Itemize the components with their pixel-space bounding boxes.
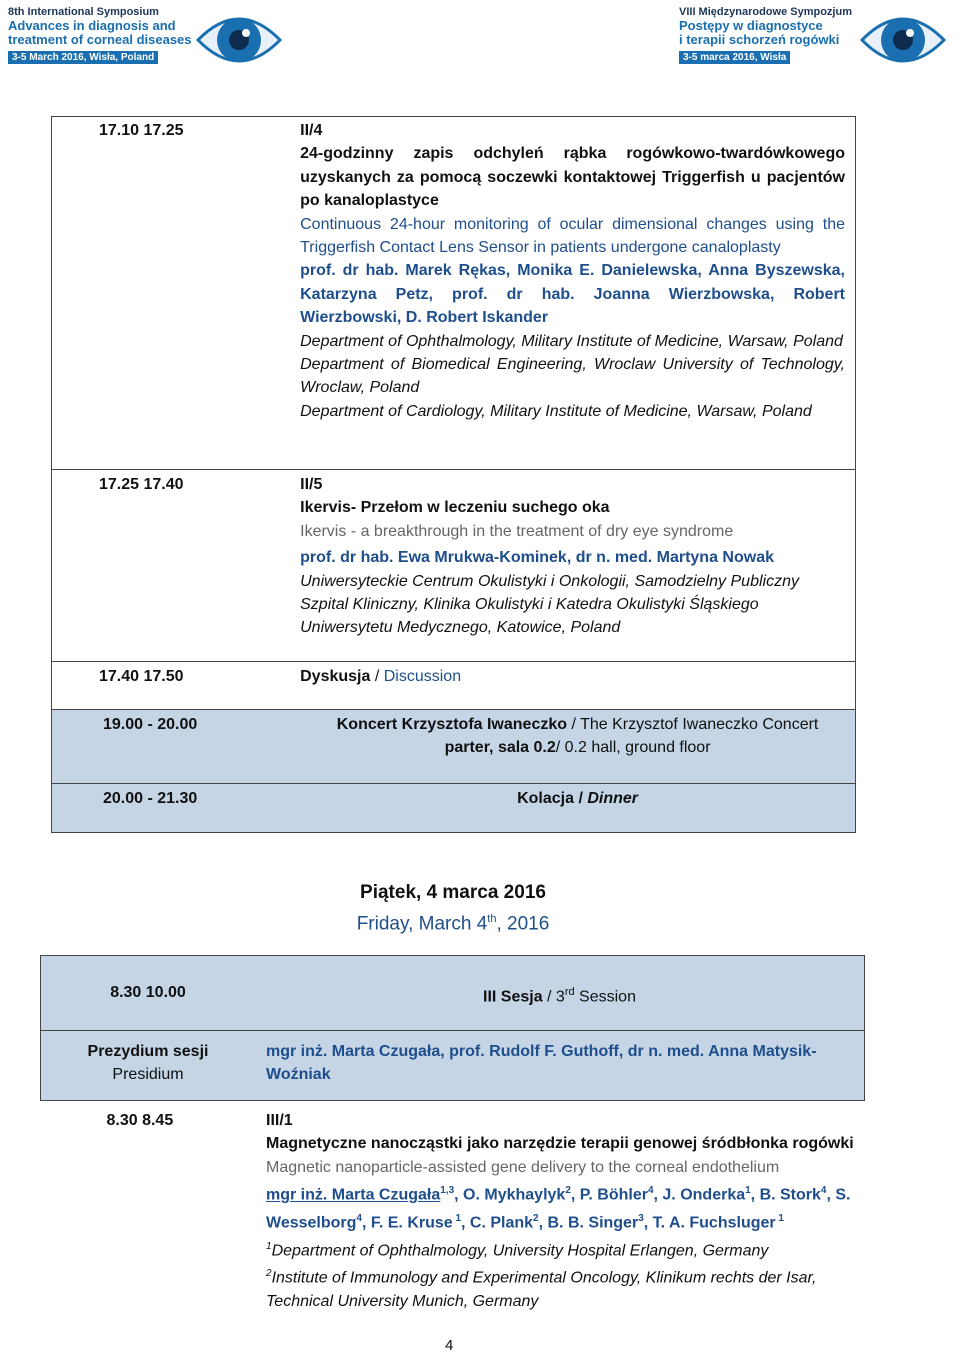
- eye-logo-icon: [196, 4, 282, 76]
- time-cell: 19.00 - 20.00: [103, 716, 198, 733]
- concert-cell: [300, 710, 855, 784]
- dinner-pl: Kolacja: [517, 790, 575, 807]
- session-title-pl: III Sesja: [483, 988, 543, 1006]
- session-suffix: rd: [564, 986, 575, 998]
- table-row: [41, 956, 865, 1031]
- symposium-line1: 8th International Symposium: [8, 6, 159, 18]
- talk-title-pl: Magnetyczne nanocząstki jako narzędzie terapii genowej śródbłonka rogówki: [266, 1135, 854, 1153]
- presidium-names: mgr inż. Marta Czugała, prof. Rudolf F. Guthoff, dr n. med. Anna Matysik-Woźniak: [266, 1043, 817, 1084]
- talk-affiliation: Uniwersyteckie Centrum Okulistyki i Onkologii, Samodzielny Publiczny Szpital Kliniczny, Klinika Okulistyki i Katedra Okulistyki Śląskiego Uniwersytetu Medycznego, Katowice, Poland: [300, 572, 799, 637]
- time-cell: 17.40 17.50: [99, 668, 184, 685]
- page-number: 4: [445, 1337, 454, 1354]
- concert-pl: Koncert Krzysztofa Iwaneczko: [336, 716, 568, 733]
- table-row: [52, 710, 856, 784]
- symposium-line2: Advances in diagnosis and: [8, 18, 176, 33]
- session-title-cell: [255, 956, 865, 1031]
- talk-code: II/4: [300, 122, 323, 139]
- talk-title-pl: Ikervis- Przełom w leczeniu suchego oka: [300, 499, 610, 517]
- sympozjum-line3: i terapii schorzeń rogówki: [679, 32, 840, 47]
- discussion-cell: [300, 662, 855, 710]
- talk-title-en: Magnetic nanoparticle-assisted gene delivery to the corneal endothelium: [266, 1158, 780, 1176]
- talk-title-en: Ikervis - a breakthrough in the treatment of dry eye syndrome: [300, 522, 734, 540]
- talk-affiliation: Department of Cardiology, Military Institute of Medicine, Warsaw, Poland: [300, 402, 812, 420]
- day-heading-pl: Piątek, 4 marca 2016: [360, 882, 546, 903]
- table-row: [52, 470, 856, 662]
- table-row: [52, 662, 856, 710]
- day-en-text: Friday, March 4: [356, 913, 488, 935]
- session-3-table: [40, 955, 865, 1314]
- eye-logo-icon: [860, 4, 946, 76]
- talk-affiliation: $^2$Institute of Immunology and Experimental Oncology, Klinikum rechts der Isar, Technical University Munich, Germany: [266, 1268, 817, 1311]
- sympozjum-date: 3-5 marca 2016, Wisła: [679, 51, 790, 64]
- day-en-suffix: th: [487, 913, 497, 925]
- symposium-logo-en: [8, 6, 198, 65]
- talk-title-en: Continuous 24-hour monitoring of ocular dimensional changes using the Triggerfish Contact Lens Sensor in patients undergone canaloplasty: [300, 215, 845, 257]
- session-number: / 3: [542, 988, 565, 1006]
- slash: /: [567, 716, 581, 733]
- day-en-year: , 2016: [496, 913, 550, 935]
- day-heading-en: [0, 906, 906, 937]
- time-cell: 17.10 17.25: [99, 122, 184, 139]
- venue-pl: parter, sala 0.2: [444, 739, 556, 757]
- slash: /: [555, 739, 565, 757]
- talk-authors: prof. dr hab. Ewa Mrukwa-Kominek, dr n. med. Martyna Nowak: [300, 549, 774, 567]
- day-heading: [0, 880, 906, 937]
- table-row: [41, 1101, 865, 1314]
- presidium-label-en: Presidium: [112, 1066, 184, 1084]
- talk-code: II/5: [300, 476, 323, 493]
- session-title-en: Session: [574, 988, 636, 1006]
- table-row: [52, 784, 856, 833]
- talk-authors: prof. dr hab. Marek Rękas, Monika E. Danielewska, Anna Byszewska, Katarzyna Petz, prof. dr hab. Joanna Wierzbowska, Robert Wierzbowski, D. Robert Iskander: [300, 262, 845, 327]
- time-cell: 8.30 8.45: [106, 1112, 174, 1129]
- dinner-en: Dinner: [587, 790, 639, 807]
- sympozjum-line1: VIII Międzynarodowe Sympozjum: [679, 6, 852, 18]
- talk-code: III/1: [266, 1112, 293, 1129]
- talk-affiliation: Department of Ophthalmology, Military Institute of Medicine, Warsaw, Poland: [300, 332, 843, 350]
- symposium-line3: treatment of corneal diseases: [8, 32, 192, 47]
- slash: /: [370, 668, 384, 685]
- talk-cell: [255, 1101, 865, 1314]
- symposium-logo-pl: [679, 6, 854, 65]
- talk-title-pl: 24-godzinny zapis odchyleń rąbka rogówkowo-twardówkowego uzyskanych za pomocą soczewki kontaktowej Triggerfish u pacjentów po kanaloplastyce: [300, 145, 845, 210]
- concert-en: The Krzysztof Iwaneczko Concert: [580, 716, 819, 733]
- dinner-cell: [300, 784, 855, 833]
- talk-cell: [300, 470, 855, 662]
- time-cell: 17.25 17.40: [99, 476, 184, 493]
- discussion-en: Discussion: [383, 668, 462, 685]
- talk-authors: mgr inż. Marta Czugała$^{1,3}$, O. Mykhaylyk$^2$, P. Böhler$^4$, J. Onderka$^1$, B. Stork$^4$, S. Wesselborg$^4$, F. E. Kruse $^1$, C. Plank$^2$, B. B. Singer$^3$, T. A. Fuchsluger $^1$: [266, 1185, 851, 1232]
- talk-affiliation: $^1$Department of Ophthalmology, University Hospital Erlangen, Germany: [266, 1240, 769, 1260]
- time-cell: 20.00 - 21.30: [103, 790, 198, 807]
- header-banner: [0, 0, 960, 82]
- discussion-pl: Dyskusja: [300, 668, 371, 685]
- symposium-date: 3-5 March 2016, Wisła, Poland: [8, 51, 158, 64]
- venue-en: 0.2 hall, ground floor: [564, 739, 711, 757]
- session-2-table: [51, 116, 856, 833]
- talk-cell: [300, 117, 855, 470]
- table-row: [41, 1031, 865, 1101]
- table-row: [52, 117, 856, 470]
- presidium-label-pl: Prezydium sesji: [87, 1043, 209, 1060]
- time-cell: 8.30 10.00: [110, 984, 186, 1001]
- sympozjum-line2: Postępy w diagnostyce: [679, 18, 823, 33]
- talk-affiliation: Department of Biomedical Engineering, Wroclaw University of Technology, Wroclaw, Poland: [300, 356, 845, 397]
- slash: /: [574, 790, 588, 807]
- presidium-label-cell: [41, 1031, 256, 1101]
